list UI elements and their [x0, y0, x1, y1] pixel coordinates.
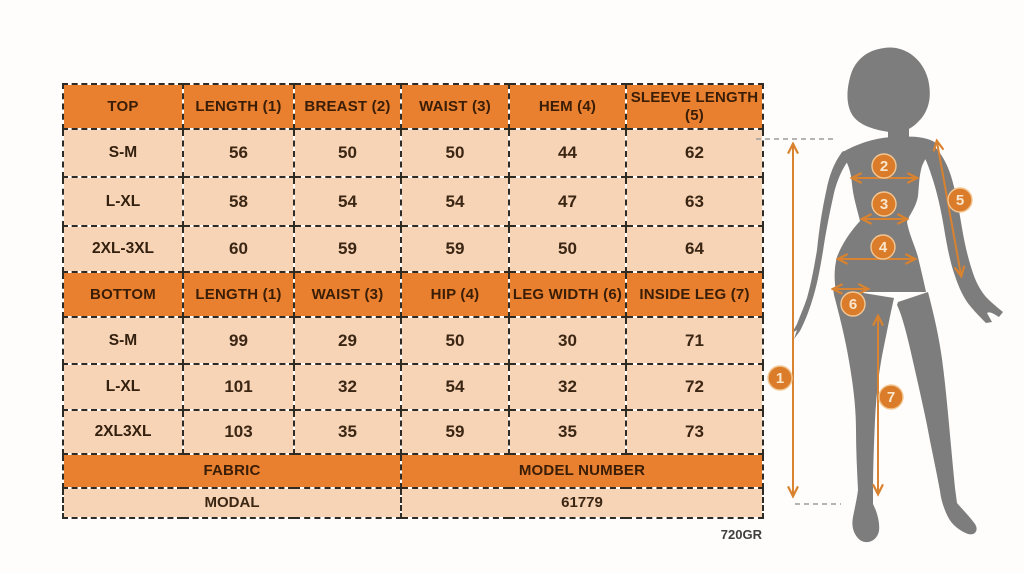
value-cell: 72	[626, 364, 763, 410]
size-label-cell: L-XL	[63, 177, 183, 226]
value-cell: 29	[294, 317, 401, 364]
bottom-header-row	[63, 272, 763, 317]
woman-silhouette-figure	[792, 48, 1003, 543]
badge-4-label: 4	[878, 239, 888, 256]
table-row	[63, 129, 763, 177]
value-cell: 44	[509, 129, 626, 177]
value-cell: 58	[183, 177, 294, 226]
table-row	[63, 226, 763, 272]
weight-note: 720GR	[720, 527, 762, 542]
badge-1-label: 1	[775, 370, 785, 387]
header-waist: WAIST (3)	[401, 84, 509, 129]
measurement-diagram	[750, 30, 1024, 573]
header-length: LENGTH (1)	[183, 272, 294, 317]
value-cell: 71	[626, 317, 763, 364]
header-breast: BREAST (2)	[294, 84, 401, 129]
header-bottom: BOTTOM	[63, 272, 183, 317]
footer-header-row	[63, 454, 763, 488]
top-header-row	[63, 84, 763, 129]
size-label-cell: S-M	[63, 129, 183, 177]
header-hem: HEM (4)	[509, 84, 626, 129]
right-leg-shape	[897, 292, 977, 534]
table-row	[63, 317, 763, 364]
value-cell: 32	[294, 364, 401, 410]
value-cell: 30	[509, 317, 626, 364]
footer-value-row	[63, 488, 763, 518]
value-cell: 60	[183, 226, 294, 272]
value-cell: 50	[294, 129, 401, 177]
badge-3-label: 3	[879, 196, 889, 213]
value-cell: 62	[626, 129, 763, 177]
value-cell: 59	[294, 226, 401, 272]
header-hip: HIP (4)	[401, 272, 509, 317]
value-cell: 50	[401, 129, 509, 177]
size-label-cell: 2XL3XL	[63, 410, 183, 454]
header-fabric: FABRIC	[63, 454, 401, 488]
value-cell: 35	[509, 410, 626, 454]
value-cell: 35	[294, 410, 401, 454]
table-row	[63, 364, 763, 410]
value-cell: 63	[626, 177, 763, 226]
value-cell: 59	[401, 410, 509, 454]
model-number-value-cell: 61779	[401, 488, 763, 518]
table-row	[63, 410, 763, 454]
badge-7-label: 7	[886, 389, 896, 406]
value-cell: 54	[401, 177, 509, 226]
badge-2-label: 2	[879, 158, 889, 175]
fabric-value-cell: MODAL	[63, 488, 401, 518]
size-label-cell: 2XL-3XL	[63, 226, 183, 272]
value-cell: 50	[401, 317, 509, 364]
header-top: TOP	[63, 84, 183, 129]
left-leg-shape	[833, 288, 894, 542]
header-sleeve-length: SLEEVE LENGTH (5)	[626, 84, 763, 129]
value-cell: 56	[183, 129, 294, 177]
value-cell: 101	[183, 364, 294, 410]
size-label-cell: L-XL	[63, 364, 183, 410]
value-cell: 54	[401, 364, 509, 410]
value-cell: 59	[401, 226, 509, 272]
header-leg-width: LEG WIDTH (6)	[509, 272, 626, 317]
header-length: LENGTH (1)	[183, 84, 294, 129]
table-row	[63, 177, 763, 226]
value-cell: 54	[294, 177, 401, 226]
size-table	[62, 83, 764, 519]
header-model-number: MODEL NUMBER	[401, 454, 763, 488]
badge-5-label: 5	[955, 192, 965, 209]
value-cell: 50	[509, 226, 626, 272]
value-cell: 103	[183, 410, 294, 454]
value-cell: 32	[509, 364, 626, 410]
badge-6-label: 6	[848, 296, 858, 313]
head-hair-shape	[847, 48, 929, 133]
value-cell: 47	[509, 177, 626, 226]
value-cell: 99	[183, 317, 294, 364]
header-inside-leg: INSIDE LEG (7)	[626, 272, 763, 317]
right-arm-shape	[917, 141, 1003, 323]
header-waist: WAIST (3)	[294, 272, 401, 317]
value-cell: 64	[626, 226, 763, 272]
value-cell: 73	[626, 410, 763, 454]
size-label-cell: S-M	[63, 317, 183, 364]
